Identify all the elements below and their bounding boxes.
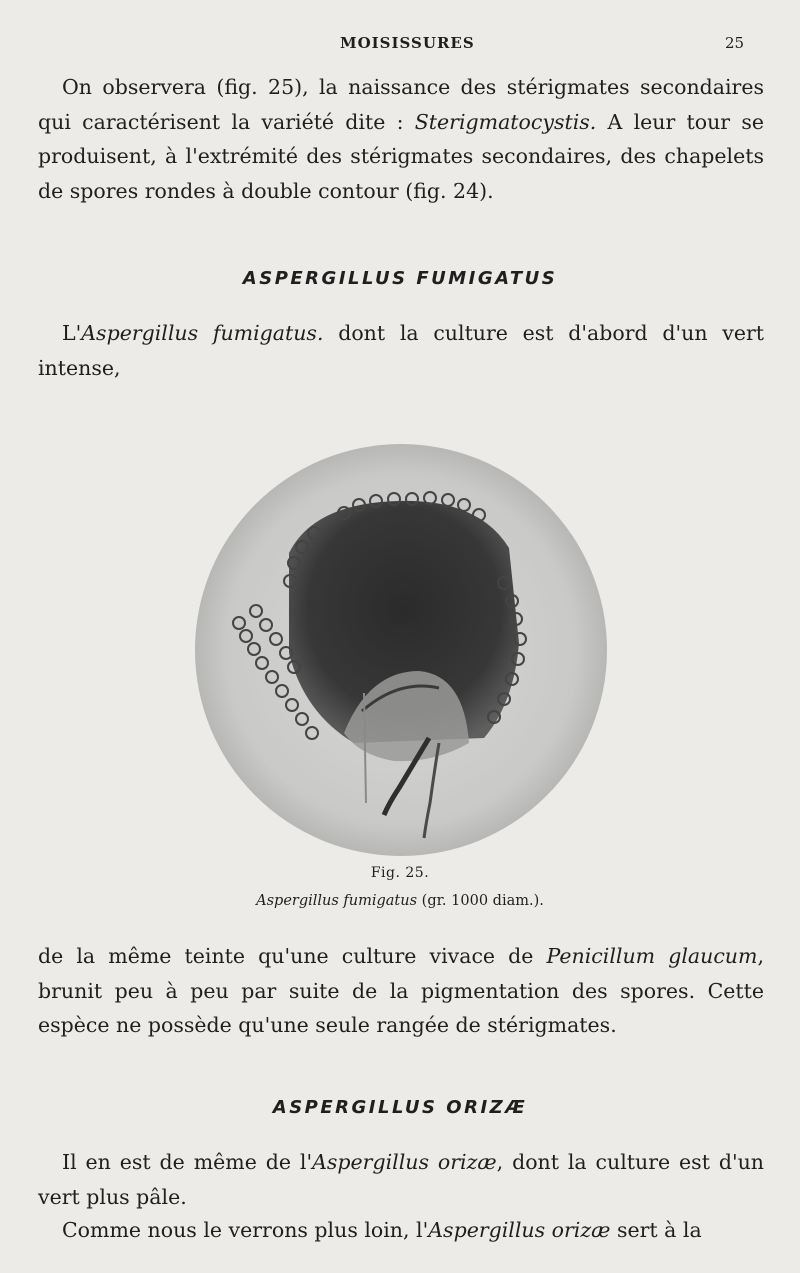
- figure-caption-rest: (gr. 1000 diam.).: [417, 893, 544, 909]
- running-title: MOISISSURES: [340, 34, 475, 52]
- paragraph-4-italic: Aspergillus orizæ: [312, 1150, 497, 1174]
- paragraph-1-text-a: On observera (fig. 25), la naissance des stérigmates secondaires qui caractérisent la variété dite :: [38, 75, 764, 134]
- page-number: 25: [725, 34, 745, 52]
- paragraph-2-text-a: L': [62, 321, 82, 345]
- paragraph-4-text-b: , dont la culture est d'un vert plus pâle.: [38, 1150, 764, 1209]
- figure-label: Fig. 25.: [370, 865, 430, 881]
- paragraph-5-italic: Aspergillus orizæ: [428, 1218, 611, 1242]
- paragraph-4-text-a: Il en est de même de l': [62, 1150, 313, 1174]
- paragraph-3-italic: Penicillum glaucum: [546, 944, 758, 968]
- heading-aspergillus-orizae: ASPERGILLUS ORIZÆ: [272, 1097, 528, 1118]
- figure-caption: [0, 893, 800, 909]
- paragraph-1-text-b: A leur tour se produisent, à l'extrémité des stérigmates secondaires, des chapelets de spores rondes à double contour (fig. 24).: [38, 109, 765, 203]
- paragraph-1: [38, 70, 764, 208]
- paragraph-1-italic: Sterigmatocystis.: [414, 109, 597, 134]
- paragraph-3-text-b: , brunit peu à peu par suite de la pigmentation des spores. Cette espèce ne possède qu'une seule rangée de stérigmates.: [38, 944, 764, 1037]
- paragraph-5-text-a: Comme nous le verrons plus loin, l': [62, 1218, 429, 1242]
- figure-caption-italic: Aspergillus fumigatus: [256, 893, 418, 909]
- paragraph-2-italic: Aspergillus fumigatus.: [81, 321, 324, 345]
- paragraph-3: [38, 939, 764, 1043]
- paragraph-4: [38, 1145, 764, 1214]
- paragraph-2-text-b: dont la culture est d'abord d'un vert intense,: [38, 321, 764, 380]
- paragraph-2: [38, 316, 764, 385]
- paragraph-3-text-a: de la même teinte qu'une culture vivace de: [38, 944, 547, 968]
- running-head: [0, 34, 800, 56]
- paragraph-5-text-b: sert à la: [610, 1218, 702, 1242]
- heading-aspergillus-fumigatus: ASPERGILLUS FUMIGATUS: [242, 268, 558, 289]
- micrograph-figure: [194, 443, 608, 857]
- paragraph-5: [38, 1213, 764, 1248]
